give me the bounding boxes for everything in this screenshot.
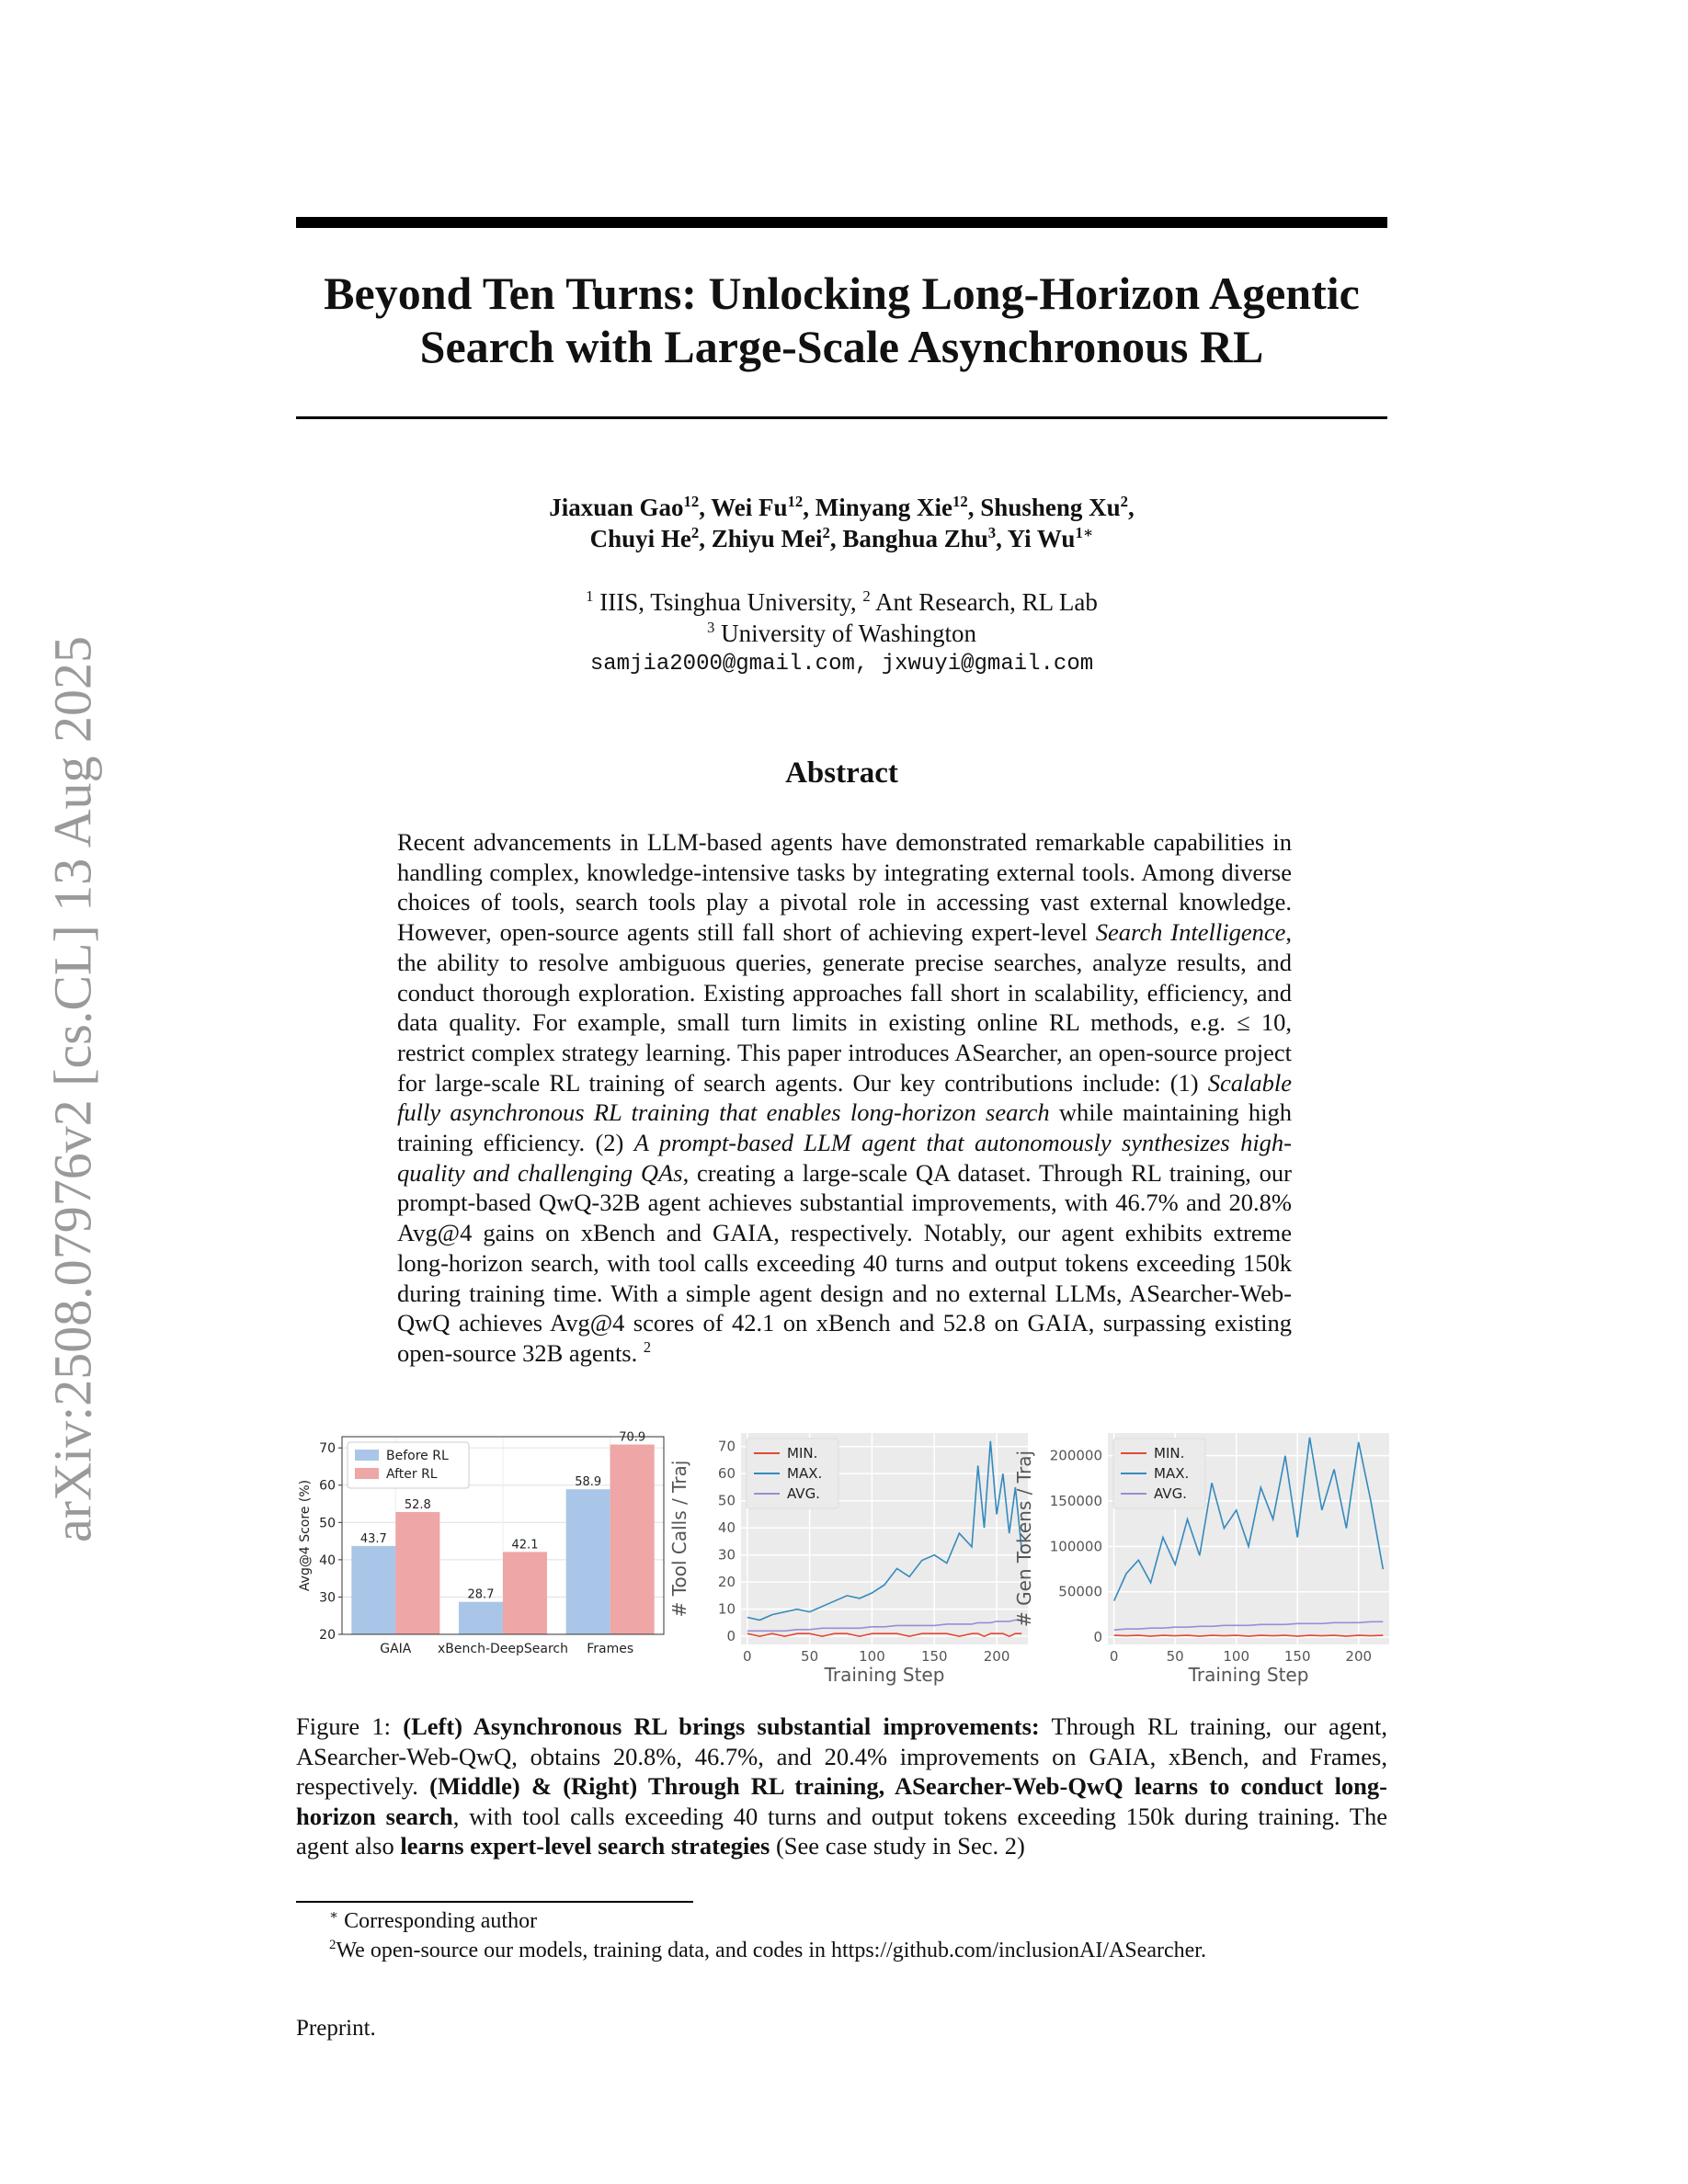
y-tick-label: 50000 (1058, 1583, 1102, 1600)
author-affil-mark: 1∗ (1075, 524, 1094, 541)
footnote-text: Corresponding author (338, 1909, 538, 1933)
abstract-emphasis: A prompt-based LLM agent that autonomously synthesizes high-quality and challenging QAs (397, 1129, 1293, 1187)
paper-title-line-1: Beyond Ten Turns: Unlocking Long-Horizon Agentic (324, 267, 1360, 319)
y-tick-label: 0 (1093, 1629, 1102, 1646)
y-tick-label: 20 (717, 1574, 736, 1591)
bar (566, 1489, 610, 1634)
bar-value-label: 43.7 (359, 1531, 387, 1546)
author-affil-mark: 12 (787, 493, 804, 510)
caption-text: (See case study in Sec. 2) (770, 1832, 1025, 1860)
bar-value-label: 70.9 (619, 1430, 646, 1445)
abstract-body (397, 827, 1292, 1369)
y-tick-label: 100000 (1049, 1538, 1102, 1555)
abstract-heading: Abstract (785, 756, 898, 790)
title-bottom-rule (296, 416, 1387, 419)
figure-caption (296, 1712, 1387, 1861)
x-tick-label: 0 (743, 1648, 752, 1665)
author-name: Yi Wu (1007, 525, 1076, 552)
affil-mark: 1 (586, 587, 594, 605)
gen-tokens-line-chart-svg (1013, 1428, 1393, 1686)
paper-title (296, 267, 1387, 373)
bar-value-label: 58.9 (575, 1475, 602, 1490)
footnote-text: We open-source our models, training data, and codes in https://github.com/inclusionAI/ASearcher. (336, 1939, 1206, 1962)
y-tick-label: 30 (717, 1546, 736, 1564)
x-tick-label: 50 (1166, 1648, 1184, 1665)
author-name: Jiaxuan Gao (549, 494, 684, 521)
abstract-text: while maintaining high training efficiency. (2) (397, 1098, 1292, 1157)
abstract-emphasis: Search Intelligence (1095, 918, 1286, 947)
legend-label: AVG. (787, 1485, 820, 1502)
contact-emails: samjia2000@gmail.com, jxwuyi@gmail.com (589, 652, 1094, 677)
caption-bold: (Left) Asynchronous RL brings substantial improvements: (403, 1712, 1040, 1740)
legend-swatch (355, 1450, 379, 1461)
x-tick-label: GAIA (380, 1642, 412, 1656)
bar (351, 1546, 395, 1634)
figure-left-bar-chart (296, 1428, 673, 1680)
y-tick-label: 150000 (1049, 1493, 1102, 1510)
affil-text: Ant Research, RL Lab (870, 588, 1098, 616)
arxiv-identifier: arXiv:2508.07976v2 [cs.CL] 13 Aug 2025 (42, 636, 103, 1542)
x-tick-label: 0 (1109, 1648, 1119, 1665)
legend-label: MIN. (1154, 1445, 1185, 1462)
affiliation-line-2 (296, 618, 1387, 649)
footnote-rule (296, 1901, 693, 1903)
affil-text: IIIS, Tsinghua University, (593, 588, 863, 616)
bar (610, 1445, 655, 1634)
author-separator: , (803, 494, 815, 521)
author-name: Chuyi He (589, 525, 691, 552)
y-axis-label: # Gen Tokens / Traj (1013, 1450, 1035, 1628)
x-tick-label: 50 (801, 1648, 819, 1665)
bar-value-label: 52.8 (404, 1497, 431, 1512)
legend-label: Before RL (386, 1449, 449, 1463)
footnote-1 (329, 1906, 1387, 1936)
author-name: Banghua Zhu (842, 525, 988, 552)
author-affil-mark: 2 (822, 524, 830, 541)
title-top-rule (296, 217, 1387, 228)
x-tick-label: 150 (1283, 1648, 1311, 1665)
footnote-mark: 2 (329, 1938, 336, 1952)
bar (395, 1512, 439, 1634)
affiliation-line-1 (296, 586, 1387, 618)
x-tick-label: 100 (1223, 1648, 1250, 1665)
footnote-2 (329, 1936, 1387, 1965)
author-separator: , (967, 494, 981, 521)
author-affil-mark: 12 (952, 493, 968, 510)
legend-label: After RL (386, 1467, 438, 1482)
bar (459, 1602, 503, 1634)
y-axis-label: # Tool Calls / Traj (668, 1460, 690, 1618)
footnotes (329, 1906, 1387, 1965)
author-affil-mark: 12 (683, 493, 700, 510)
legend-swatch (355, 1468, 379, 1479)
paper-title-line-2: Search with Large-Scale Asynchronous RL (419, 321, 1264, 372)
preprint-label: Preprint. (296, 2016, 376, 2041)
abstract-emphasis: Scalable fully asynchronous RL training that enables long-horizon search (397, 1068, 1292, 1127)
y-tick-label: 70 (319, 1441, 336, 1457)
author-affil-mark: 2 (690, 524, 700, 541)
author-separator: , (996, 525, 1008, 552)
x-tick-label: 150 (920, 1648, 948, 1665)
footnote-mark: ∗ (329, 1908, 339, 1923)
author-list (296, 492, 1387, 554)
author-affil-mark: 3 (987, 524, 997, 541)
bar (503, 1552, 547, 1634)
affil-mark: 3 (707, 619, 715, 636)
x-tick-label: 200 (983, 1648, 1010, 1665)
caption-text: , with tool calls exceeding 40 turns and output tokens exceeding 150k during training. The agent also (296, 1802, 1387, 1860)
y-axis-label: Avg@4 Score (%) (298, 1479, 313, 1592)
y-tick-label: 30 (319, 1590, 336, 1606)
y-tick-label: 60 (717, 1465, 736, 1483)
abstract-text: , creating a large-scale QA dataset. Through RL training, our prompt-based QwQ-32B agent achieves substantial improvements, with 46.7% and 20.8% Avg@4 gains on xBench and GAIA, respectively. Notably, our agent exhibits extreme long-horizon search, with tool calls exceeding 40 turns and output tokens exceeding 150k during training time. With a simple agent design and no external LLMs, ASearcher-Web-QwQ achieves Avg@4 scores of 42.1 on xBench and 52.8 on GAIA, surpassing existing open-source 32B agents. (397, 1158, 1292, 1367)
x-tick-label: xBench-DeepSearch (438, 1642, 568, 1656)
caption-text: Through RL training, our agent, ASearcher-Web-QwQ, obtains 20.8%, 46.7%, and 20.4% improvements on GAIA, xBench, and Frames, respectively. (296, 1712, 1387, 1800)
legend-label: MIN. (787, 1445, 818, 1462)
caption-bold: learns expert-level search strategies (400, 1832, 770, 1860)
y-tick-label: 40 (717, 1519, 736, 1537)
affil-text: University of Washington (714, 620, 976, 647)
footnote-mark: 2 (643, 1338, 652, 1357)
legend-label: MAX. (787, 1465, 823, 1482)
y-tick-label: 200000 (1049, 1447, 1102, 1464)
author-line-1 (296, 492, 1387, 523)
figure-right-line-chart (1013, 1428, 1393, 1686)
author-name: Zhiyu Mei (711, 525, 823, 552)
author-name: Wei Fu (711, 494, 788, 521)
x-tick-label: 200 (1345, 1648, 1373, 1665)
bar-value-label: 42.1 (511, 1538, 539, 1553)
x-tick-label: Frames (587, 1642, 634, 1656)
tool-calls-line-chart-svg (668, 1428, 1032, 1686)
y-tick-label: 10 (717, 1600, 736, 1618)
affil-mark: 2 (862, 587, 871, 605)
y-tick-label: 70 (717, 1438, 736, 1455)
author-separator: , (1128, 494, 1135, 521)
abstract-text: Recent advancements in LLM-based agents have demonstrated remarkable capabilities in handling complex, knowledge-intensive tasks by integrating external tools. Among diverse choices of tools, search tools play a pivotal role in accessing vast external knowledge. However, open-source agents still fall short of achieving expert-level (397, 828, 1292, 947)
y-tick-label: 50 (319, 1516, 336, 1531)
legend-label: AVG. (1154, 1485, 1187, 1502)
y-tick-label: 40 (319, 1553, 336, 1568)
author-name: Shusheng Xu (980, 494, 1121, 521)
author-affil-mark: 2 (1120, 493, 1128, 510)
affiliations (296, 586, 1387, 680)
bar-chart-svg (296, 1428, 673, 1680)
author-separator: , (699, 525, 712, 552)
y-tick-label: 20 (319, 1628, 336, 1643)
figure-middle-line-chart (668, 1428, 1032, 1686)
y-tick-label: 50 (717, 1492, 736, 1509)
arxiv-sidebar-stamp (33, 597, 112, 1581)
author-separator: , (699, 494, 712, 521)
x-tick-label: 100 (859, 1648, 885, 1665)
abstract-text: , the ability to resolve ambiguous queries, generate precise searches, analyze results, and conduct thorough exploration. Existing approaches fall short in scalability, efficiency, and data quality. For example, small turn limits in existing online RL methods, e.g. ≤ 10, restrict complex strategy learning. This paper introduces ASearcher, an open-source project for large-scale RL training of search agents. Our key contributions include: (1) (397, 918, 1292, 1097)
x-axis-label: Training Step (1188, 1664, 1309, 1686)
y-tick-label: 60 (319, 1478, 336, 1494)
author-name: Minyang Xie (815, 494, 953, 521)
author-line-2 (296, 523, 1387, 554)
author-separator: , (829, 525, 843, 552)
x-axis-label: Training Step (824, 1664, 945, 1686)
legend-label: MAX. (1154, 1465, 1190, 1482)
y-tick-label: 0 (726, 1628, 736, 1645)
caption-label: Figure 1: (296, 1712, 404, 1740)
caption-bold: (Middle) & (Right) Through RL training, ASearcher-Web-QwQ learns to conduct long-horizon search (296, 1772, 1387, 1830)
bar-value-label: 28.7 (467, 1587, 495, 1602)
